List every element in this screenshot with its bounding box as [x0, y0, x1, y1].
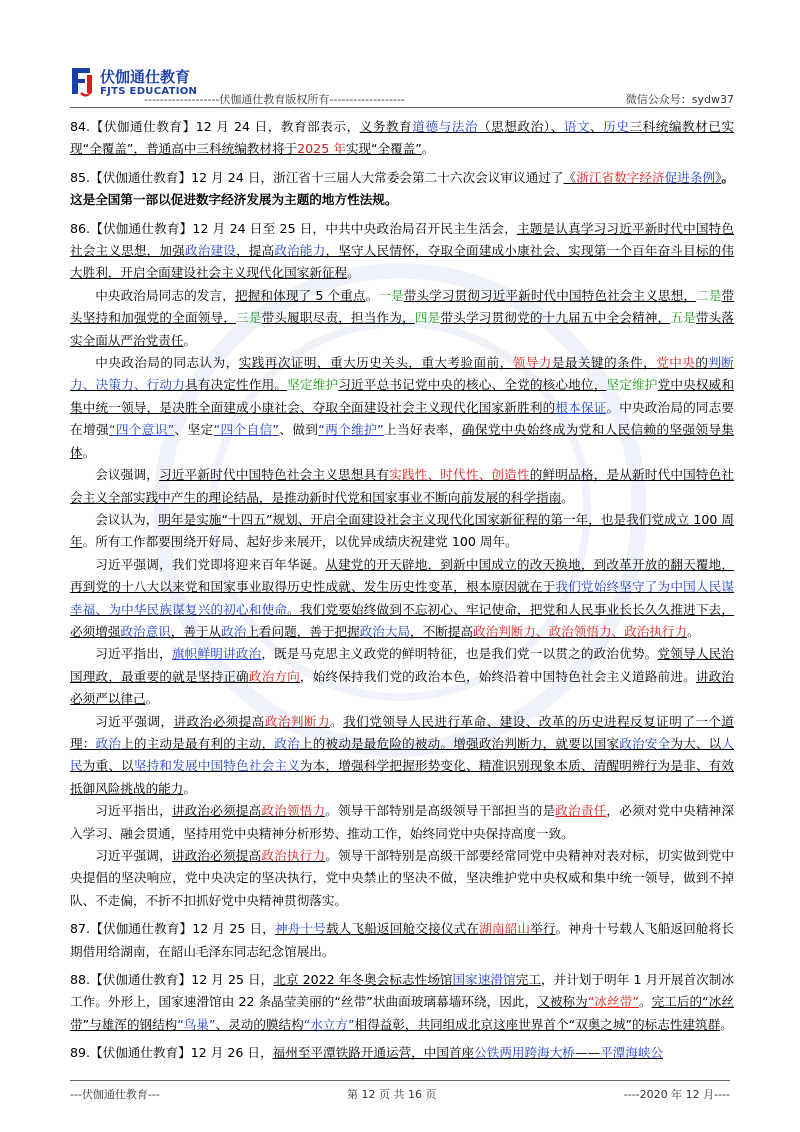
- text-run: 公铁两用跨海大桥: [474, 1045, 575, 1061]
- text-run: 讲政治必须严以律己: [70, 668, 735, 707]
- text-run: 党领导人民治国理政，最重要的就是坚持正确: [70, 646, 735, 684]
- text-run: 。: [561, 489, 574, 505]
- text-run: 党中央: [656, 355, 696, 371]
- text-run: 为大、以: [670, 735, 722, 751]
- text-run: 我们党领导人民进行革命、建设、改革的历史进程反复证明了一个道理：: [70, 713, 735, 751]
- text-run: 坚持和发展中国特色社会主义: [133, 758, 300, 774]
- text-run: 促进条例: [664, 169, 716, 185]
- text-run: 政治判断力: [264, 713, 331, 729]
- text-run: 完工后的“冰丝带”与雄浑的钢结构: [70, 994, 734, 1032]
- text-run: 。: [720, 1016, 733, 1032]
- text-run: 84.【伏伽通仕教育】12 月 24 日，教育部表示，: [70, 119, 360, 134]
- text-run: 上的被动是最危险的被动。增强政治判断力，就要以国家: [299, 735, 620, 751]
- text-run: 政治大局: [359, 623, 411, 639]
- text-run: 上当好表率，: [383, 422, 462, 438]
- news-item-86: [70, 218, 734, 285]
- text-run: 根本保证: [555, 399, 607, 415]
- text-run: 旗帜鲜明讲政治: [171, 646, 262, 662]
- text-run: 实践再次证明，重大历史关头，重大考验面前，: [238, 355, 513, 371]
- text-run: 政治判断力、政治领悟力、政治执行力: [473, 623, 688, 639]
- text-run: ，始终保持我们党的政治本色，始终沿着中国特色社会主义道路前进。: [299, 668, 696, 684]
- text-run: 湖南韶山: [479, 921, 531, 937]
- text-run: 。所有工作都要围绕开好局、起好步来展开，以优异成绩庆祝建党 100 周年。: [82, 534, 518, 550]
- text-run: 。: [687, 623, 700, 639]
- text-run: 。: [145, 691, 159, 707]
- text-run: 习近平强调，: [95, 848, 172, 863]
- text-run: 党中央权威和集中统一领导，是决胜全面建成小康社会、夺取全面建设社会主义现代化国家新胜利的: [70, 377, 735, 415]
- text-run: 的: [695, 355, 709, 371]
- text-run: 三科统编教材已实现“全覆盖”: [70, 119, 735, 157]
- text-run: ——: [574, 1045, 601, 1061]
- text-run: 政治执行力: [261, 848, 326, 863]
- text-run: ，善于从: [170, 623, 222, 639]
- news-item-86-para-7: [70, 643, 734, 710]
- text-run: 完工: [515, 972, 541, 988]
- text-run: 带头履职尽责，担当作为，: [261, 310, 415, 326]
- text-run: ，并计划于明年 1 月开展首次制冰工作。外形上，国家速滑馆由 22 条晶莹美丽的“丝带”状曲面玻璃幕墙环绕，因此，: [70, 972, 735, 1010]
- text-run: 领导力: [512, 355, 552, 371]
- page-number: 第 12 页 共 16 页: [347, 1088, 437, 1101]
- text-run: 。: [183, 332, 196, 348]
- text-run: 。: [365, 287, 379, 303]
- text-run: 。: [421, 141, 435, 157]
- text-run: 、做到: [278, 422, 319, 438]
- text-run: 。: [638, 994, 652, 1010]
- text-run: 带头学习贯彻党的十九届五中全会精神，: [440, 310, 671, 326]
- text-run: 会议认为，: [95, 511, 159, 527]
- text-run: 是最关键的条件，: [551, 355, 657, 371]
- text-run: 。我们党要始终做到不忘初心、牢记使命，把党和人民事业长长久久推进下去，必须增强: [70, 601, 735, 639]
- text-run: 习近平指出，: [95, 646, 172, 662]
- text-run: 北京 2022 年冬奥会标志性场馆: [273, 972, 453, 988]
- text-run: 》: [715, 169, 722, 185]
- text-run: 的鲜明品格，是从新时代中国特色社会主义全部实践中产生的理论结晶，是推动新时代党和国家事业不断向前发展的科学指南: [70, 467, 735, 505]
- text-run: 坚定维护: [606, 377, 658, 393]
- text-run: 习近平总书记党中央的核心、全党的核心地位，: [338, 377, 607, 393]
- text-run: “四个意识”: [108, 422, 175, 438]
- text-run: 《: [563, 169, 577, 185]
- text-run: 2025 年: [297, 141, 346, 157]
- text-run: “两个维护”: [318, 422, 384, 438]
- text-run: 88.【伏伽通仕教育】12 月 25 日，: [70, 972, 274, 988]
- news-item-84: [70, 116, 734, 161]
- text-run: 政治: [95, 735, 122, 751]
- text-run: 中央政治局同志的发言，: [95, 287, 235, 303]
- text-run: 习近平新时代中国特色社会主义思想具有: [159, 467, 390, 483]
- news-item-86-para-8: [70, 711, 734, 801]
- text-run: 政治意识: [120, 623, 171, 639]
- text-run: 政治安全: [619, 735, 671, 751]
- header-divider: [70, 107, 730, 108]
- page-footer: [70, 1086, 730, 1102]
- text-run: 三是: [236, 310, 262, 326]
- text-run: 为重、以: [82, 758, 134, 774]
- text-run: 从建党的开天辟地，到新中国成立的改天换地，到改革开放的翻天覆地，再到党的十八大以来党和国家事业取得历史性成就、发生历史性变革，根本原因就在于: [70, 556, 735, 595]
- text-run: 讲政治必须提高: [171, 848, 262, 863]
- logo-icon: [70, 66, 96, 100]
- text-run: 政治责任: [555, 803, 607, 819]
- text-run: 道德与法治: [412, 119, 479, 134]
- news-item-87: [70, 918, 734, 963]
- copyright-line: -------------------伏伽通仕教育版权所有-------------------: [144, 93, 405, 106]
- text-run: 主题是认真学习习近平新时代中国特色社会主义思想，加强: [70, 220, 735, 259]
- text-run: ，坚守人民情怀，夺取全面建成小康社会、实现第一个百年奋斗目标的伟大胜利，开启全面建设社会主义现代化国家新征程: [70, 243, 735, 281]
- text-run: 。这是全国第一部以促进数字经济发展为主题的地方性法规。: [70, 169, 735, 208]
- text-run: 习近平强调，我们党即将迎来百年华诞。: [95, 556, 326, 572]
- text-run: 二是: [696, 287, 722, 303]
- text-run: 带头落实全面从严治党责任: [70, 310, 735, 348]
- text-run: ，必须对党中央精神深入学习、融会贯通，坚持用党中央精神分析形势、推动工作，始终同党中央保持高度一致。: [70, 803, 735, 841]
- document-body: [70, 110, 734, 1065]
- text-run: 义务教育: [359, 119, 413, 134]
- text-run: 中央政治局的同志认为，: [95, 355, 239, 371]
- text-run: “鸟巢”: [177, 1016, 216, 1032]
- text-run: ，普通高中三科统编教材将于: [133, 141, 298, 157]
- text-run: 国家速滑馆: [452, 972, 516, 988]
- news-item-89: [70, 1042, 734, 1064]
- text-run: 带头学习贯彻习近平新时代中国特色社会主义思想，: [403, 287, 697, 303]
- text-run: 讲政治必须提高: [171, 803, 262, 819]
- text-run: 政治: [221, 623, 247, 639]
- footer-divider: [70, 1080, 730, 1081]
- text-run: 上的主动是最有利的主动，: [121, 735, 275, 751]
- text-run: 政治: [274, 735, 300, 751]
- text-run: ，既是马克思主义政党的鲜明特征，也是我们党一以贯之的政治优势。: [261, 646, 658, 662]
- news-item-86-para-4: [70, 464, 734, 509]
- text-run: 一是: [378, 287, 404, 303]
- text-run: 。: [330, 713, 344, 729]
- text-run: 平潭海峡公: [600, 1045, 664, 1061]
- news-item-85: [70, 167, 734, 212]
- text-run: 政治方向: [248, 668, 300, 684]
- text-run: 。领导干部特别是高级领导干部担当的是: [325, 803, 556, 819]
- text-run: 。: [82, 444, 96, 460]
- text-run: 载人飞船返回舱交接仪式在: [326, 921, 480, 937]
- text-run: 会议强调，: [95, 467, 160, 483]
- news-item-86-para-2: [70, 285, 734, 352]
- news-item-86-para-9: [70, 800, 734, 845]
- text-run: 五是: [670, 310, 696, 326]
- logo-name: 伏伽通仕教育: [100, 68, 191, 87]
- news-item-88: [70, 969, 734, 1036]
- text-run: 讲政治必须提高: [173, 713, 265, 729]
- text-run: “水立方”: [303, 1016, 355, 1032]
- text-run: 具有决定性作用。: [184, 377, 288, 393]
- text-run: 历史: [603, 119, 630, 134]
- footer-date: ----2020 年 12 月----: [623, 1088, 730, 1101]
- text-run: 福州至平潭铁路开通运营，中国首座: [272, 1045, 475, 1061]
- news-item-86-para-10: [70, 845, 734, 912]
- text-run: 85.【伏伽通仕教育】12 月 24 日，浙江省十三届人大常委会第二十六次会议审议通过了: [70, 169, 564, 185]
- text-run: 。中央政治局的同志要在增强: [70, 399, 735, 438]
- page-header: [144, 91, 734, 107]
- text-run: 坚定维护: [287, 377, 339, 393]
- text-run: 政治能力: [274, 243, 326, 259]
- text-run: 。: [347, 265, 360, 281]
- text-run: 习近平强调，: [95, 713, 174, 729]
- text-run: 政治领悟力: [261, 803, 326, 819]
- text-run: 确保党中央始终成为党和人民信赖的坚强领导集体: [70, 422, 735, 460]
- text-run: 把握和体现了 5 个重点: [234, 287, 366, 303]
- text-run: 、坚定: [174, 422, 214, 438]
- text-run: 89.【伏伽通仕教育】12 月 26 日，: [70, 1045, 273, 1061]
- text-run: “冰丝带”: [587, 994, 639, 1010]
- text-run: 86.【伏伽通仕教育】12 月 24 日至 25 日，中共中央政治局召开民主生活会，: [70, 220, 517, 236]
- text-run: 、: [590, 119, 604, 134]
- text-run: 实现“全覆盖”: [345, 141, 422, 157]
- text-run: 实践性、时代性、创造性: [389, 467, 530, 483]
- text-run: ，提高: [236, 243, 275, 259]
- logo-en: FJTS EDUCATION: [100, 85, 198, 97]
- text-run: 人民: [70, 735, 735, 774]
- text-run: 带头坚持和加强党的全面领导，: [70, 287, 735, 326]
- news-item-86-para-3: [70, 352, 734, 464]
- text-run: 。: [183, 780, 196, 796]
- text-run: 相得益彰，共同组成北京这座世界首个“双奥之城”的标志性建筑群: [354, 1016, 721, 1032]
- text-run: 举行: [530, 921, 556, 937]
- text-run: 语文: [563, 119, 591, 134]
- news-item-86-para-6: [70, 554, 734, 644]
- text-run: 明年是实施“十四五”规划、开启全面建设社会主义现代化国家新征程的第一年，也是我们党成立 100 周年: [70, 511, 735, 550]
- text-run: “四个自信”: [213, 422, 279, 438]
- text-run: 我们党始终坚守了为中国人民谋幸福、为中华民族谋复兴的初心和使命: [70, 579, 735, 617]
- text-run: 、灵动的膜结构: [215, 1016, 304, 1032]
- footer-brand: ---伏伽通仕教育---: [70, 1088, 160, 1101]
- text-run: 神舟十号: [275, 921, 327, 937]
- news-item-86-para-5: [70, 509, 734, 554]
- text-run: 判断力、决策力、行动力: [70, 355, 735, 393]
- text-run: 习近平指出，: [95, 803, 172, 819]
- text-run: 87.【伏伽通仕教育】12 月 25 日，: [70, 921, 276, 937]
- text-run: 。神舟十号载人飞船返回舱将长期借用给湖南，在韶山毛泽东同志纪念馆展出。: [70, 921, 735, 959]
- text-run: 为本，增强科学把握形势变化、精准识别现象本质、清醒明辨行为是非、有效抵御风险挑战的能力: [70, 758, 735, 796]
- text-run: 四是: [414, 310, 441, 326]
- text-run: 上看问题，善于把握: [246, 623, 360, 639]
- text-run: 浙江省数字经济: [576, 169, 665, 185]
- text-run: 又被称为: [537, 994, 588, 1010]
- wechat-id: 微信公众号：sydw37: [625, 93, 734, 106]
- text-run: （思想政治）、: [478, 119, 564, 134]
- text-run: 。领导干部特别是高级干部要经常同党中央精神对表对标，切实做到党中央提倡的坚决响应，党中央决定的坚决执行，党中央禁止的坚决不做，坚决维护党中央权威和集中统一领导，做到不掉队、不走偏，不折不扣抓好党中央精神贯彻落实。: [70, 848, 735, 908]
- text-run: 政治建设: [184, 243, 237, 259]
- text-run: ，不断提高: [410, 623, 473, 639]
